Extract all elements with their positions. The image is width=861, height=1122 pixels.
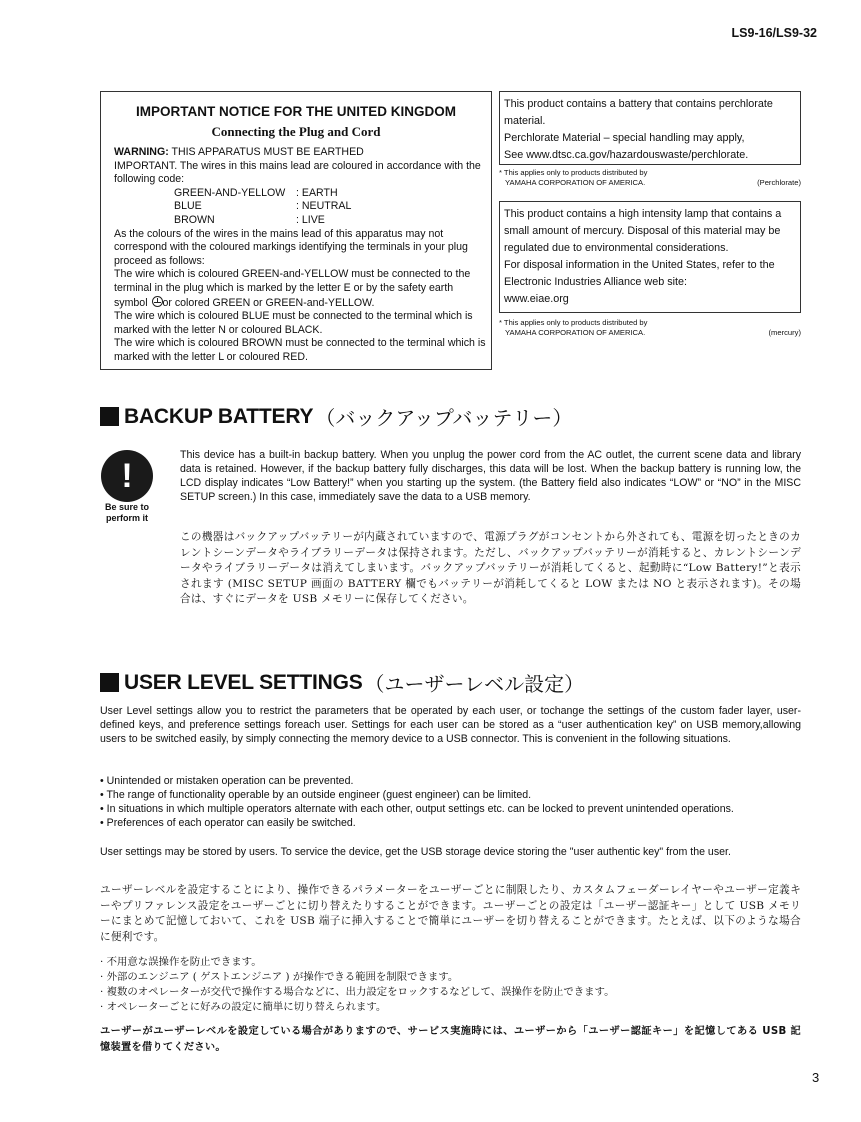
paragraph: User settings may be stored by users. To service the device, get the USB storage device storing the "user authentic key" from the user.: [100, 846, 731, 858]
heading-text: USER LEVEL SETTINGS: [124, 670, 363, 694]
backup-battery-jp-text: [180, 530, 801, 608]
user-level-jp-bullets: [100, 955, 800, 1015]
uk-notice-title: IMPORTANT NOTICE FOR THE UNITED KINGDOM: [136, 104, 456, 119]
mercury-line-3: www.eiae.org: [504, 293, 569, 305]
mercury-line-1: This product contains a high intensity lamp that contains a small amount of mercury. Disposal of this material may be regulated due to environmental considerations.: [504, 208, 782, 254]
list-item: · 複数のオペレーターが交代で操作する場合などに、出力設定をロックするなどして、誤操作を防止できます。: [100, 986, 615, 998]
code-colour: BROWN: [174, 213, 215, 226]
earth-symbol-icon: [152, 296, 163, 307]
mercury-line-2: For disposal information in the United States, refer to the Electronic Industries Alliance web site:: [504, 259, 775, 288]
footnote-line-2: YAMAHA CORPORATION OF AMERICA.: [505, 178, 646, 187]
heading-text: BACKUP BATTERY: [124, 404, 314, 428]
user-level-heading: [100, 668, 584, 697]
code-meaning: : EARTH: [296, 186, 338, 199]
uk-notice-body: [114, 146, 486, 365]
list-item: • Preferences of each operator can easily be switched.: [100, 817, 356, 829]
code-meaning: : NEUTRAL: [296, 200, 352, 213]
uk-para-1: As the colours of the wires in the mains lead of this apparatus may not correspond with the coloured markings identifying the terminals in your plug proceed as follows:: [114, 227, 468, 267]
warning-text: THIS APPARATUS MUST BE EARTHED: [168, 146, 364, 158]
uk-para-3: The wire which is coloured BLUE must be connected to the terminal which is marked with the letter N or coloured BLACK.: [114, 310, 473, 336]
list-item: • In situations in which multiple operators alternate with each other, output settings etc. can be locked to prevent unintended operations.: [100, 803, 734, 815]
uk-para-2b: or colored GREEN or GREEN-and-YELLOW.: [162, 296, 375, 309]
list-item: • Unintended or mistaken operation can be prevented.: [100, 775, 354, 787]
perchlorate-tag: (Perchlorate): [757, 178, 801, 187]
heading-square-icon: [100, 407, 119, 426]
backup-battery-heading: [100, 402, 572, 431]
heading-text-jp: （バックアップバッテリー）: [315, 406, 573, 430]
list-item: · 不用意な誤操作を防止できます。: [100, 956, 262, 968]
footnote-line-1: * This applies only to products distributed by: [499, 168, 648, 177]
uk-para-4: The wire which is coloured BROWN must be connected to the terminal which is marked with the letter L or coloured RED.: [114, 337, 486, 363]
service-note: [100, 845, 801, 859]
paragraph: This device has a built-in backup battery. When you unplug the power cord from the AC outlet, the current scene data and library data is retained. However, if the backup battery fully discharges, this data will be lost. When the backup battery is running low, the LCD display indicates “Low Battery!” when you starting up the system. (the Battery field also indicates “LOW” or “NO” in the MISC SETUP screen.) In this case, immediately save the data to a USB memory.: [180, 449, 801, 503]
uk-para-2: [114, 268, 486, 310]
paragraph-jp: ユーザーレベルを設定することにより、操作できるパラメーターをユーザーごとに制限したり、カスタムフェーダーレイヤーやユーザー定義キーやプリファレンス設定をユーザーごとに切り替えたりすることができます。ユーザーごとの設定は「ユーザー認証キー」として USB メモリーにまとめて記憶しておいて、これを USB 端子に挿入することで簡単にユーザーを切り替えることができます。たとえば、以下のような場合に便利です。: [100, 884, 801, 943]
perchlorate-line-2: Perchlorate Material – special handling may apply,: [504, 132, 745, 144]
code-meaning: : LIVE: [296, 213, 325, 226]
uk-notice-box: [100, 91, 492, 370]
mercury-footnote: [499, 318, 801, 338]
paragraph-jp: この機器はバックアップバッテリーが内蔵されていますので、電源プラグがコンセントから外されても、電源を切ったときのカレントシーンデータやライブラリーデータは保持されます。ただし、バックアップバッテリーが消耗すると、カレントシーンデータやライブラリーデータは消えてしまいます。バックアップバッテリーが消耗してくると、起動時に“Low Battery!”と表示されます (MISC SETUP 画面の BATTERY 欄でもバッテリーが消耗してくると LOW または NO と表示されます)。その場合は、すぐにデータを USB メモリーに保存してください。: [180, 531, 801, 605]
footnote-line-1: * This applies only to products distributed by: [499, 318, 648, 327]
wire-colour-code: [114, 187, 486, 228]
paragraph-jp: ユーザーがユーザーレベルを設定している場合がありますので、サービス実施時には、ユーザーから「ユーザー認証キー」を記憶してある USB 記憶装置を借りてください。: [100, 1026, 801, 1053]
heading-text-jp: （ユーザーレベル設定）: [364, 672, 585, 696]
caution-label: Be sure to perform it: [104, 502, 149, 523]
perchlorate-footnote: [499, 168, 801, 188]
perchlorate-line-3: See www.dtsc.ca.gov/hazardouswaste/perchlorate.: [504, 149, 749, 161]
footnote-line-2: YAMAHA CORPORATION OF AMERICA.: [505, 328, 646, 337]
warning-label: WARNING:: [114, 146, 169, 158]
mercury-notice-box: [499, 201, 801, 313]
user-level-jp-intro: [100, 883, 801, 945]
list-item: • The range of functionality operable by an outside engineer (guest engineer) can be limited.: [100, 789, 532, 801]
exclamation-icon: !: [121, 457, 133, 495]
code-colour: GREEN-AND-YELLOW: [174, 186, 286, 199]
model-header: LS9-16/LS9-32: [731, 26, 817, 40]
important-text: IMPORTANT. The wires in this mains lead are coloured in accordance with the following code:: [114, 159, 481, 186]
perchlorate-line-1: This product contains a battery that contains perchlorate material.: [504, 98, 773, 127]
uk-para-2a: The wire which is coloured GREEN-and-YELLOW must be connected to the terminal in the plug which is marked by the letter E or by the safety earth symbol: [114, 268, 471, 309]
user-level-intro: [100, 704, 801, 746]
list-item: · オペレーターごとに好みの設定に簡単に切り替えられます。: [100, 1001, 387, 1013]
list-item: · 外部のエンジニア ( ゲストエンジニア ) が操作できる範囲を制限できます。: [100, 971, 459, 983]
heading-square-icon: [100, 673, 119, 692]
page-number: 3: [812, 1070, 820, 1085]
user-level-bullets: [100, 774, 800, 830]
uk-notice-subtitle: Connecting the Plug and Cord: [211, 124, 381, 139]
backup-battery-en-text: [180, 448, 801, 504]
mercury-tag: (mercury): [768, 328, 801, 337]
paragraph: User Level settings allow you to restrict the parameters that be operated by each user, or tochange the settings of the custom fader layer, user-defined keys, and preference settings foreach user. Settings for each user can be stored as a “user authentication key” on USB memory,allowing users to be switched easily, by simply connecting the memory device to a USB connector. This is convenient in the following situations.: [100, 705, 801, 745]
user-level-jp-service-note: [100, 1024, 801, 1055]
perchlorate-notice-box: [499, 91, 801, 165]
code-colour: BLUE: [174, 200, 202, 213]
